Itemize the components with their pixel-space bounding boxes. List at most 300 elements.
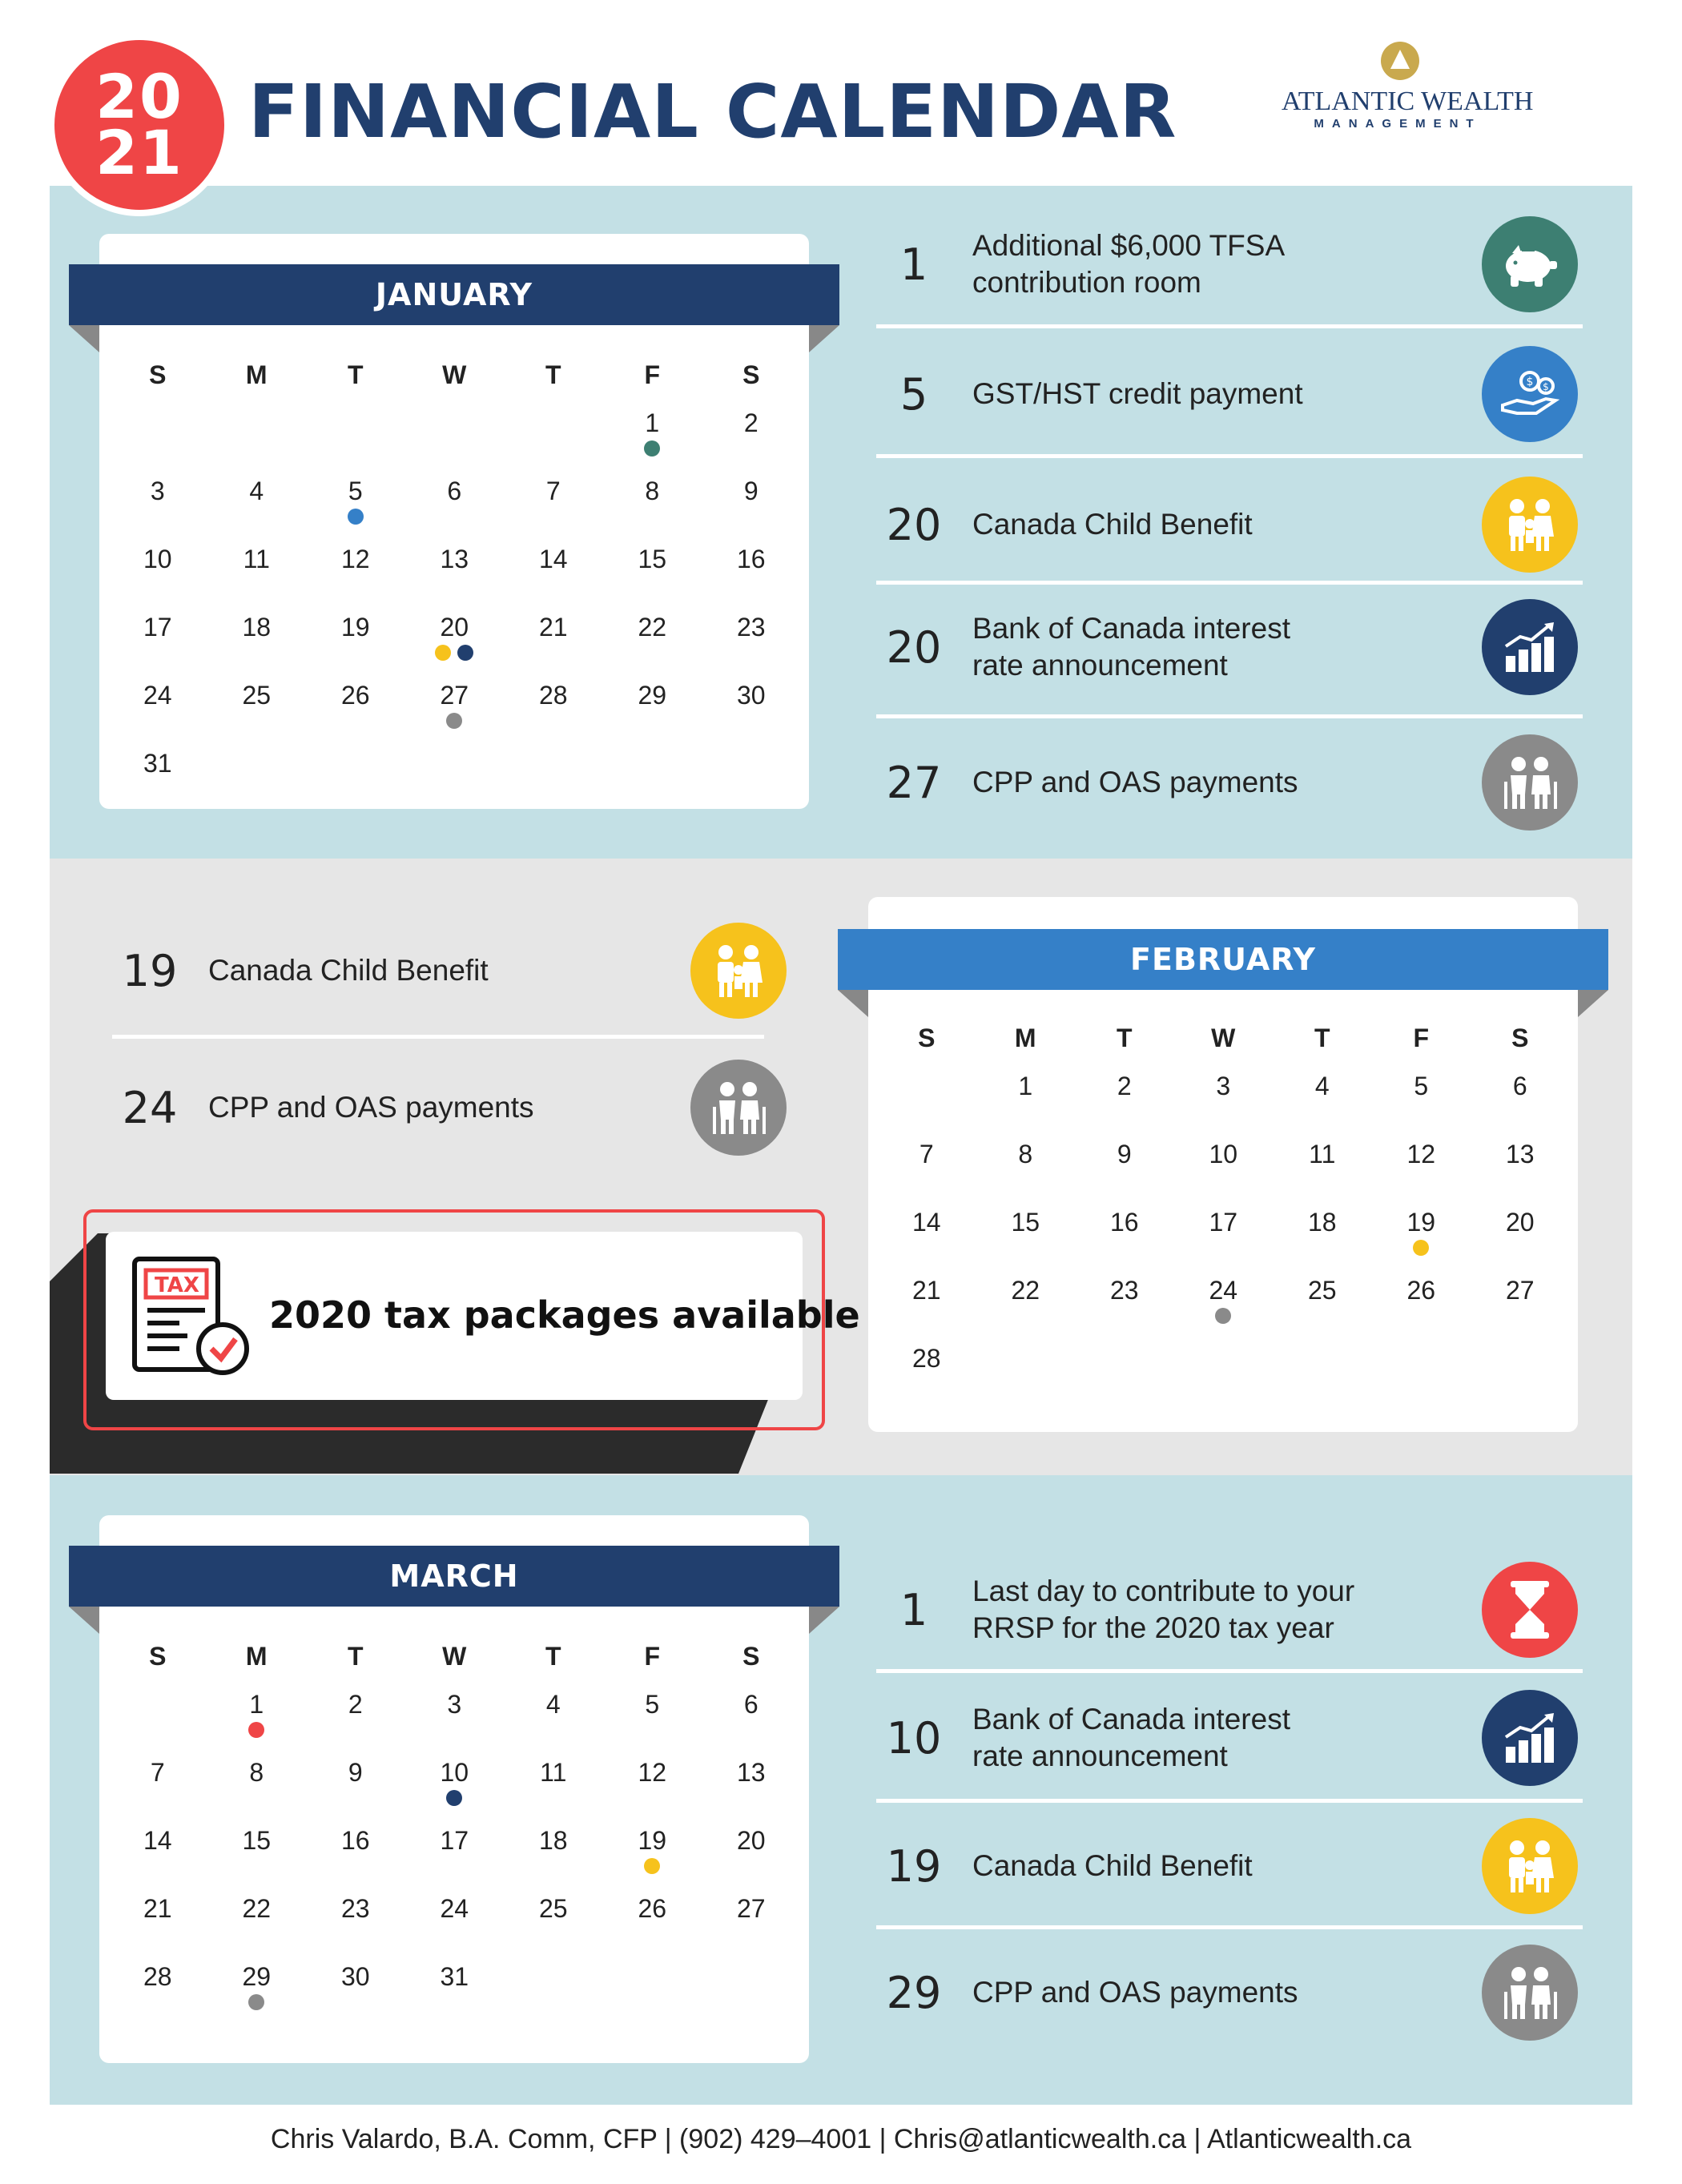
day-number: 10 <box>440 1758 469 1787</box>
weekday-header: S <box>742 1642 760 1671</box>
day-cell <box>702 1690 801 1758</box>
day-cell <box>504 1758 603 1826</box>
day-cell <box>405 1758 505 1826</box>
event-description <box>972 1974 1298 2011</box>
january-grid <box>108 360 801 817</box>
day-number: 12 <box>1406 1140 1436 1168</box>
weekday-header: T <box>347 1642 364 1671</box>
event-dot <box>248 1722 264 1738</box>
day-cell <box>1471 1072 1570 1140</box>
january-ribbon: JANUARY <box>69 264 839 325</box>
day-cell <box>1174 1140 1274 1208</box>
ribbon-fold-left <box>69 1607 99 1634</box>
ribbon-fold-left <box>69 325 99 352</box>
weekday-header: T <box>347 360 364 389</box>
empty-day-cell <box>877 1072 976 1140</box>
day-number: 18 <box>242 613 272 642</box>
day-number: 27 <box>440 681 469 710</box>
day-cell <box>702 408 801 477</box>
event-markers <box>306 509 405 525</box>
weekday-header: M <box>1014 1024 1036 1052</box>
day-cell <box>877 1276 976 1344</box>
day-cell <box>603 545 702 613</box>
day-cell <box>405 477 505 545</box>
day-number: 1 <box>249 1690 264 1719</box>
day-cell <box>207 1690 307 1758</box>
day-number: 5 <box>645 1690 660 1719</box>
day-number: 22 <box>242 1894 272 1923</box>
day-cell <box>207 1758 307 1826</box>
day-number: 16 <box>340 1826 370 1855</box>
weekday-header: W <box>442 360 467 389</box>
event-dot <box>457 645 473 661</box>
event-text-line: Bank of Canada interest <box>972 612 1290 645</box>
day-number: 20 <box>736 1826 766 1855</box>
event-divider <box>876 324 1583 328</box>
day-number: 5 <box>1414 1072 1429 1100</box>
day-cell <box>405 1826 505 1894</box>
event-markers <box>405 713 505 729</box>
day-number: 5 <box>348 477 363 505</box>
weekday-header: F <box>644 1642 661 1671</box>
tax-packages-title: 2020 tax packages available <box>269 1293 860 1337</box>
day-cell <box>1075 1208 1174 1276</box>
day-cell <box>108 1894 207 1962</box>
event-item <box>870 607 1290 687</box>
day-number: 14 <box>911 1208 941 1237</box>
day-cell <box>1075 1072 1174 1140</box>
event-dot <box>435 645 451 661</box>
day-number: 2 <box>348 1690 363 1719</box>
event-text-line: RRSP for the 2020 tax year <box>972 1611 1334 1644</box>
day-cell <box>976 1276 1076 1344</box>
weekday-header: S <box>149 1642 167 1671</box>
empty-day-cell <box>306 408 405 477</box>
day-cell <box>603 1826 702 1894</box>
logo-name: ATLANTIC WEALTH <box>1282 86 1534 116</box>
day-cell <box>1174 1072 1274 1140</box>
event-text-line: rate announcement <box>972 649 1228 682</box>
day-number: 2 <box>743 408 759 437</box>
day-cell <box>603 1758 702 1826</box>
day-cell <box>306 477 405 545</box>
day-number: 12 <box>638 1758 667 1787</box>
event-item <box>870 1826 1253 1906</box>
event-dot <box>1413 1240 1429 1256</box>
day-cell <box>1075 1140 1174 1208</box>
day-number: 15 <box>638 545 667 573</box>
day-cell <box>603 681 702 749</box>
hand-coins-icon <box>1482 346 1578 442</box>
event-day: 27 <box>886 757 942 808</box>
day-cell <box>1471 1208 1570 1276</box>
weekday-header: F <box>1413 1024 1430 1052</box>
day-cell <box>603 477 702 545</box>
day-number: 1 <box>645 408 660 437</box>
day-number: 7 <box>919 1140 934 1168</box>
day-cell <box>702 681 801 749</box>
event-text-line: Bank of Canada interest <box>972 1703 1290 1736</box>
year-bottom: 21 <box>95 117 183 188</box>
day-cell <box>108 477 207 545</box>
day-number: 7 <box>545 477 561 505</box>
day-cell <box>405 681 505 749</box>
day-number: 12 <box>340 545 370 573</box>
day-cell <box>603 408 702 477</box>
day-cell <box>306 1894 405 1962</box>
day-cell <box>1174 1276 1274 1344</box>
weekday-header: S <box>149 360 167 389</box>
day-number: 19 <box>340 613 370 642</box>
event-text-line: Additional $6,000 TFSA <box>972 229 1286 262</box>
ribbon-fold-right <box>809 1607 839 1634</box>
day-cell <box>504 545 603 613</box>
day-number: 28 <box>143 1962 172 1991</box>
weekday-header: T <box>1116 1024 1133 1052</box>
day-number: 30 <box>340 1962 370 1991</box>
day-cell <box>306 613 405 681</box>
day-cell <box>1174 1208 1274 1276</box>
event-description <box>972 227 1285 301</box>
day-cell <box>306 681 405 749</box>
weekday-header: S <box>742 360 760 389</box>
day-number: 28 <box>538 681 568 710</box>
event-day: 10 <box>886 1712 942 1764</box>
event-item <box>106 1068 534 1148</box>
event-text-line: Canada Child Benefit <box>972 1849 1253 1882</box>
day-number: 25 <box>538 1894 568 1923</box>
day-cell <box>306 545 405 613</box>
growth-chart-icon <box>1482 1690 1578 1786</box>
day-number: 11 <box>540 1758 567 1787</box>
day-cell <box>1273 1276 1372 1344</box>
day-number: 8 <box>249 1758 264 1787</box>
event-item <box>870 1953 1298 2033</box>
event-day: 29 <box>886 1967 942 2018</box>
seniors-icon <box>1482 1945 1578 2041</box>
day-cell <box>1372 1072 1471 1140</box>
day-number: 9 <box>348 1758 363 1787</box>
event-divider <box>876 714 1583 718</box>
day-cell <box>207 681 307 749</box>
day-number: 10 <box>143 545 172 573</box>
day-number: 16 <box>736 545 766 573</box>
weekday-header: M <box>245 360 268 389</box>
day-cell <box>108 1758 207 1826</box>
weekday-header: T <box>1314 1024 1330 1052</box>
day-number: 26 <box>638 1894 667 1923</box>
day-cell <box>1273 1140 1372 1208</box>
day-cell <box>108 545 207 613</box>
day-cell <box>976 1072 1076 1140</box>
empty-day-cell <box>207 408 307 477</box>
day-cell <box>504 1690 603 1758</box>
day-cell <box>603 1894 702 1962</box>
day-cell <box>1273 1208 1372 1276</box>
day-number: 22 <box>638 613 667 642</box>
event-description <box>972 1701 1290 1775</box>
day-number: 14 <box>143 1826 172 1855</box>
day-cell <box>405 613 505 681</box>
day-cell <box>1075 1276 1174 1344</box>
day-number: 21 <box>538 613 568 642</box>
event-text-line: rate announcement <box>972 1740 1228 1772</box>
event-description <box>208 952 489 989</box>
day-cell <box>108 613 207 681</box>
family-icon <box>1482 477 1578 573</box>
day-cell <box>207 545 307 613</box>
event-item <box>870 742 1298 823</box>
day-cell <box>702 1758 801 1826</box>
day-number: 24 <box>1209 1276 1238 1305</box>
event-dot <box>248 1994 264 2010</box>
event-description <box>972 506 1253 543</box>
day-cell <box>1471 1140 1570 1208</box>
day-number: 8 <box>645 477 660 505</box>
day-number: 17 <box>440 1826 469 1855</box>
day-number: 10 <box>1209 1140 1238 1168</box>
day-number: 3 <box>150 477 165 505</box>
event-item <box>870 1570 1354 1650</box>
event-dot <box>348 509 364 525</box>
sailboat-icon <box>1381 42 1419 80</box>
day-number: 23 <box>340 1894 370 1923</box>
day-number: 28 <box>911 1344 941 1373</box>
day-number: 15 <box>1011 1208 1040 1237</box>
day-number: 21 <box>911 1276 941 1305</box>
day-number: 18 <box>538 1826 568 1855</box>
event-text-line: Canada Child Benefit <box>208 954 489 987</box>
event-item <box>870 1698 1290 1778</box>
event-day: 20 <box>886 499 942 550</box>
day-cell <box>207 1962 307 2030</box>
ribbon-fold-left <box>838 990 868 1017</box>
event-item <box>870 354 1303 434</box>
event-item <box>106 931 489 1011</box>
event-markers <box>207 1994 307 2010</box>
day-number: 6 <box>447 477 462 505</box>
day-cell <box>1372 1140 1471 1208</box>
event-description <box>972 1848 1253 1884</box>
empty-day-cell <box>504 408 603 477</box>
weekday-header: T <box>545 1642 561 1671</box>
hourglass-icon <box>1482 1562 1578 1658</box>
day-cell <box>207 1894 307 1962</box>
day-number: 13 <box>440 545 469 573</box>
day-number: 8 <box>1018 1140 1033 1168</box>
day-cell <box>306 1962 405 2030</box>
piggy-bank-icon <box>1482 216 1578 312</box>
footer-contact: Chris Valardo, B.A. Comm, CFP | (902) 429–4001 | Chris@atlanticwealth.ca | Atlanticwealth.ca <box>270 2124 1412 2154</box>
day-cell <box>306 1758 405 1826</box>
day-cell <box>877 1344 976 1412</box>
day-number: 24 <box>143 681 172 710</box>
day-cell <box>504 681 603 749</box>
event-divider <box>876 581 1583 585</box>
day-number: 29 <box>242 1962 272 1991</box>
day-cell <box>504 477 603 545</box>
day-number: 30 <box>736 681 766 710</box>
day-number: 9 <box>1117 1140 1132 1168</box>
day-cell <box>207 477 307 545</box>
event-day: 5 <box>899 368 928 420</box>
day-number: 24 <box>440 1894 469 1923</box>
day-number: 11 <box>243 545 270 573</box>
tax-badge-label: TAX <box>155 1273 199 1297</box>
weekday-header: F <box>644 360 661 389</box>
seniors-icon <box>1482 734 1578 831</box>
event-description <box>972 764 1298 801</box>
svg-text:$: $ <box>1526 376 1534 388</box>
day-cell <box>405 1894 505 1962</box>
empty-day-cell <box>108 408 207 477</box>
event-text-line: GST/HST credit payment <box>972 377 1303 410</box>
day-number: 20 <box>1505 1208 1535 1237</box>
day-number: 21 <box>143 1894 172 1923</box>
day-cell <box>207 613 307 681</box>
event-day: 19 <box>886 1840 942 1892</box>
family-icon <box>690 923 787 1019</box>
event-divider <box>876 1669 1583 1673</box>
event-item <box>870 485 1253 565</box>
day-number: 19 <box>638 1826 667 1855</box>
svg-text:$: $ <box>1543 381 1549 392</box>
day-cell <box>108 1826 207 1894</box>
day-number: 17 <box>1209 1208 1238 1237</box>
event-description <box>972 1573 1354 1647</box>
event-text-line: Last day to contribute to your <box>972 1575 1355 1607</box>
march-grid <box>108 1642 801 2030</box>
day-cell <box>108 681 207 749</box>
empty-day-cell <box>405 408 505 477</box>
event-divider <box>876 1799 1583 1803</box>
day-number: 25 <box>242 681 272 710</box>
day-cell <box>306 1826 405 1894</box>
weekday-header: S <box>918 1024 936 1052</box>
ribbon-fold-right <box>809 325 839 352</box>
day-cell <box>207 1826 307 1894</box>
event-dot <box>446 713 462 729</box>
event-divider <box>876 454 1583 458</box>
event-divider <box>876 1925 1583 1929</box>
event-item <box>870 224 1285 304</box>
company-logo <box>1282 42 1534 138</box>
event-day: 19 <box>122 945 178 996</box>
event-markers <box>603 440 702 457</box>
day-number: 11 <box>1309 1140 1336 1168</box>
day-cell <box>504 1826 603 1894</box>
day-number: 27 <box>1505 1276 1535 1305</box>
day-cell <box>603 1690 702 1758</box>
day-number: 6 <box>743 1690 759 1719</box>
day-number: 17 <box>143 613 172 642</box>
logo-subtitle: MANAGEMENT <box>1314 117 1482 131</box>
event-dot <box>644 440 660 457</box>
day-number: 31 <box>143 749 172 778</box>
day-number: 23 <box>736 613 766 642</box>
day-number: 16 <box>1109 1208 1139 1237</box>
day-number: 4 <box>1314 1072 1330 1100</box>
event-dot <box>1215 1308 1231 1324</box>
day-number: 22 <box>1011 1276 1040 1305</box>
day-number: 29 <box>638 681 667 710</box>
day-number: 6 <box>1512 1072 1527 1100</box>
day-cell <box>603 613 702 681</box>
weekday-header: W <box>442 1642 467 1671</box>
event-divider <box>112 1035 764 1039</box>
event-markers <box>405 645 505 661</box>
day-cell <box>405 545 505 613</box>
tax-document-icon <box>131 1256 251 1378</box>
day-cell <box>1372 1276 1471 1344</box>
day-cell <box>405 1962 505 2030</box>
event-markers <box>405 1790 505 1806</box>
day-cell <box>976 1208 1076 1276</box>
event-text-line: CPP and OAS payments <box>208 1091 534 1124</box>
event-dot <box>644 1858 660 1874</box>
day-number: 19 <box>1406 1208 1436 1237</box>
event-day: 1 <box>899 1584 928 1635</box>
day-number: 15 <box>242 1826 272 1855</box>
year-top: 20 <box>95 61 183 132</box>
day-cell <box>108 1962 207 2030</box>
day-number: 4 <box>249 477 264 505</box>
weekday-header: S <box>1511 1024 1529 1052</box>
day-number: 31 <box>440 1962 469 1991</box>
day-cell <box>1372 1208 1471 1276</box>
day-number: 3 <box>447 1690 462 1719</box>
day-number: 2 <box>1117 1072 1132 1100</box>
event-markers <box>1174 1308 1274 1324</box>
empty-day-cell <box>108 1690 207 1758</box>
day-number: 3 <box>1216 1072 1231 1100</box>
february-ribbon: FEBRUARY <box>838 929 1608 990</box>
day-cell <box>702 1826 801 1894</box>
day-cell <box>1273 1072 1372 1140</box>
day-number: 13 <box>1505 1140 1535 1168</box>
event-markers <box>1372 1240 1471 1256</box>
growth-chart-icon <box>1482 599 1578 695</box>
event-markers <box>603 1858 702 1874</box>
day-cell <box>702 613 801 681</box>
event-description <box>972 610 1290 684</box>
day-number: 23 <box>1109 1276 1139 1305</box>
event-day: 1 <box>899 239 928 290</box>
year-badge <box>48 34 231 216</box>
day-number: 25 <box>1307 1276 1337 1305</box>
february-grid <box>877 1024 1570 1412</box>
family-icon <box>1482 1818 1578 1914</box>
day-cell <box>504 613 603 681</box>
weekday-header: T <box>545 360 561 389</box>
day-number: 27 <box>736 1894 766 1923</box>
day-number: 26 <box>340 681 370 710</box>
day-number: 18 <box>1307 1208 1337 1237</box>
seniors-icon <box>690 1060 787 1156</box>
day-number: 14 <box>538 545 568 573</box>
day-cell <box>702 477 801 545</box>
day-number: 4 <box>545 1690 561 1719</box>
weekday-header: W <box>1211 1024 1236 1052</box>
day-cell <box>976 1140 1076 1208</box>
day-number: 20 <box>440 613 469 642</box>
event-day: 20 <box>886 621 942 673</box>
day-number: 13 <box>736 1758 766 1787</box>
day-cell <box>702 1894 801 1962</box>
day-number: 9 <box>743 477 759 505</box>
day-cell <box>306 1690 405 1758</box>
event-text-line: Canada Child Benefit <box>972 508 1253 541</box>
